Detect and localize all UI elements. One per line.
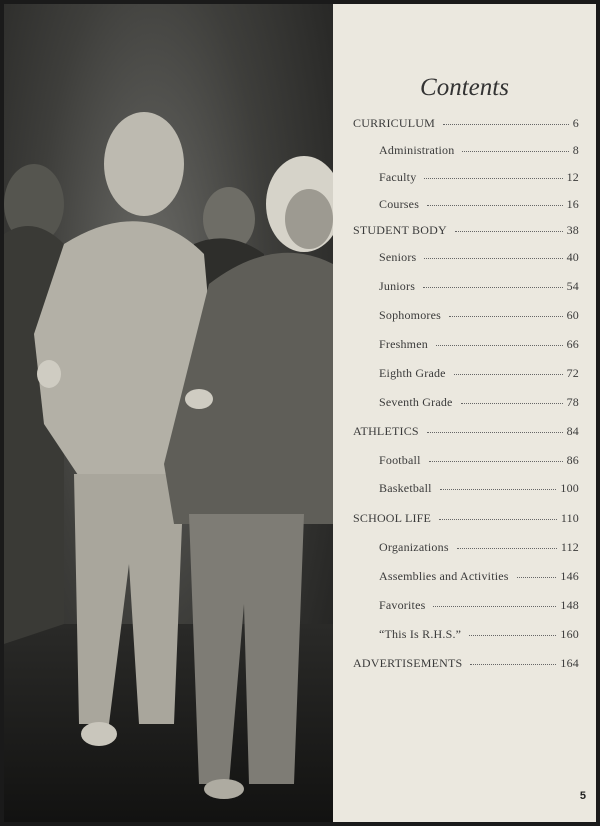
toc-entry-label: Freshmen	[379, 337, 428, 351]
toc-entry-label: Juniors	[379, 279, 416, 293]
photo-illustration	[4, 4, 333, 822]
toc-entry	[379, 279, 579, 294]
toc-entry-label: ATHLETICS	[353, 424, 419, 438]
toc-entry-label: Basketball	[379, 481, 432, 495]
toc-leader-dots	[517, 577, 557, 578]
toc-entry-page: 160	[560, 627, 579, 641]
toc-entry	[379, 143, 579, 158]
toc-entry-page: 72	[566, 366, 579, 380]
toc-entry-label: Administration	[379, 143, 455, 157]
toc-entry	[379, 569, 579, 584]
toc-leader-dots	[427, 432, 563, 433]
toc-leader-dots	[424, 178, 562, 179]
toc-entry-label: SCHOOL LIFE	[353, 511, 432, 525]
toc-leader-dots	[461, 403, 563, 404]
toc-leader-dots	[436, 345, 563, 346]
toc-entry	[379, 453, 579, 468]
toc-entry-page: 164	[560, 656, 579, 670]
toc-entry	[353, 424, 579, 439]
toc-entry-label: “This Is R.H.S.”	[379, 627, 462, 641]
toc-entry	[379, 366, 579, 381]
toc-entry	[379, 308, 579, 323]
toc-entry-page: 84	[566, 424, 579, 438]
toc-entry-page: 8	[572, 143, 579, 157]
toc-entry-page: 60	[566, 308, 579, 322]
toc-entry-page: 38	[566, 223, 579, 237]
toc-entry	[379, 540, 579, 555]
toc-leader-dots	[433, 606, 556, 607]
toc-entry-label: Courses	[379, 197, 420, 211]
toc-entry-label: ADVERTISEMENTS	[353, 656, 463, 670]
toc-entry	[353, 223, 579, 238]
toc-leader-dots	[429, 461, 563, 462]
toc-entry-label: Seniors	[379, 250, 417, 264]
toc-entry-page: 54	[566, 279, 579, 293]
toc-entry-label: Organizations	[379, 540, 449, 554]
toc-entry-page: 12	[566, 170, 579, 184]
toc-leader-dots	[469, 635, 556, 636]
toc-entry-page: 16	[566, 197, 579, 211]
page-number: 5	[579, 790, 586, 802]
toc-entry-page: 100	[560, 481, 579, 495]
toc-leader-dots	[457, 548, 557, 549]
toc-leader-dots	[462, 151, 568, 152]
toc-entry-page: 110	[560, 511, 579, 525]
toc-entry-page: 146	[560, 569, 579, 583]
toc-entry-page: 148	[560, 598, 579, 612]
toc-entry-label: Favorites	[379, 598, 426, 612]
toc-entry	[379, 170, 579, 185]
toc-leader-dots	[423, 287, 563, 288]
toc-leader-dots	[427, 205, 563, 206]
toc-entry-label: Football	[379, 453, 421, 467]
toc-entry	[379, 337, 579, 352]
toc-entry	[379, 598, 579, 613]
yearbook-page	[4, 4, 596, 822]
toc-entry	[379, 197, 579, 212]
toc-entry	[379, 627, 579, 642]
toc-entry	[353, 511, 579, 526]
toc-entry-page: 6	[572, 116, 579, 130]
toc-leader-dots	[470, 664, 556, 665]
toc-entry-page: 112	[560, 540, 579, 554]
page-title: Contents	[420, 74, 509, 101]
toc-entry	[379, 481, 579, 496]
toc-entry-label: STUDENT BODY	[353, 223, 447, 237]
toc-entry	[353, 656, 579, 671]
toc-entry	[379, 250, 579, 265]
toc-entry	[353, 116, 579, 131]
table-of-contents	[333, 4, 596, 822]
toc-entry-page: 86	[566, 453, 579, 467]
toc-entry-label: CURRICULUM	[353, 116, 436, 130]
toc-entry-label: Eighth Grade	[379, 366, 446, 380]
toc-entry	[379, 395, 579, 410]
toc-entry-page: 66	[566, 337, 579, 351]
toc-entry-label: Sophomores	[379, 308, 441, 322]
toc-entry-label: Assemblies and Activities	[379, 569, 509, 583]
toc-leader-dots	[455, 231, 563, 232]
toc-leader-dots	[439, 519, 557, 520]
toc-entry-page: 40	[566, 250, 579, 264]
toc-leader-dots	[424, 258, 562, 259]
toc-leader-dots	[449, 316, 563, 317]
toc-leader-dots	[443, 124, 569, 125]
toc-leader-dots	[454, 374, 563, 375]
toc-leader-dots	[440, 489, 557, 490]
toc-entry-page: 78	[566, 395, 579, 409]
toc-entry-label: Seventh Grade	[379, 395, 453, 409]
toc-entry-label: Faculty	[379, 170, 417, 184]
students-night-photo	[4, 4, 333, 822]
